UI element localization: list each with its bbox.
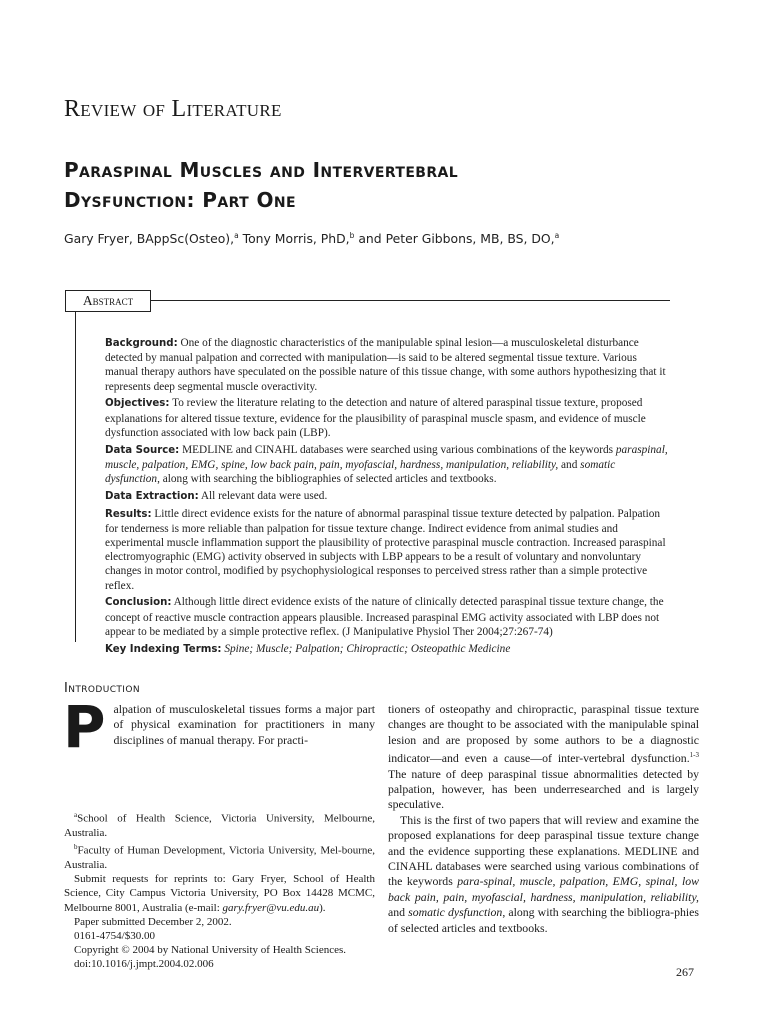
page-number: 267 [676,965,694,979]
abstract-conclusion [105,595,670,639]
footnote-copyright: Copyright © 2004 by National University of Health Sciences. [74,944,347,957]
abstract-text: MEDLINE and CINAHL databases were searched using various combinations of the keywords [182,443,614,456]
section-label: Review of Literature [64,96,282,122]
footnotes [64,808,375,972]
author-affiliation-mark: a [554,231,560,240]
introduction-heading: Introduction [64,681,140,696]
abstract-text: Although little direct evidence exists of the nature of clinically detected paraspinal tissue texture change, the concept of reactive muscle contraction appears plausible. Increased paraspinal EMG activity associated with LBP does not appear to be mediated by a simple protective reflex. (J Manipulative Physiol Ther 2004;27:267-74) [105,596,664,638]
body-text: , along with searching the bibliogra-phies of selected articles and textbooks. [388,905,699,935]
abstract-text: , along with searching the bibliographies of selected articles and textbooks. [157,473,497,486]
footnote-text: School of Health Science, Victoria University, Melbourne, Australia. [64,812,375,839]
abstract-label: Data Source: [105,444,180,456]
abstract-data-source [105,443,670,487]
body-paragraph [388,702,699,813]
author-name: Gary Fryer, BAppSc(Osteo), [64,231,235,247]
introduction-right-column [388,702,699,936]
footnote-text: Faculty of Human Development, Victoria University, Mel-bourne, Australia. [64,844,375,871]
article-title [64,155,624,215]
abstract-text: One of the diagnostic characteristics of the manipulable spinal lesion—a musculoskeletal disturbance detected by manual palpation and corrected with manipulation—is said to be altered segmental tissue texture. Various manual therapy authors have speculated on the possible nature of this tissue change, with some authors hypothesizing that it represents deep segmental muscle overactivity. [105,337,666,393]
citation-ref: 1-3 [689,751,699,760]
abstract-label: Key Indexing Terms: [105,643,222,655]
title-line-2: Dysfunction: Part One [64,188,296,212]
abstract-heading: Abstract [65,290,151,312]
author-name: and Peter Gibbons, MB, BS, DO, [354,231,555,247]
abstract-data-extraction [105,489,670,504]
abstract-background [105,336,670,394]
footnote-mark: b [74,843,78,852]
abstract-body [105,336,670,659]
abstract-key-terms [105,642,670,657]
abstract-side-rule [75,312,76,642]
abstract-label: Conclusion: [105,597,172,609]
footnote-mark: a [74,811,78,819]
keyword: somatic dysfunction [408,905,503,920]
author-affiliation-mark: a [234,231,239,240]
abstract-label: Background: [105,338,178,349]
abstract-text: All relevant data were used. [200,489,328,502]
footnote-submitted: Paper submitted December 2, 2002. [74,915,232,928]
footnote-reprints [64,872,375,915]
footnote-text: Submit requests for reprints to: Gary Fryer, School of Health Science, City Campus Victoria University, PO Box 14428 MCMC, Melbourne 8001, Australia (e-mail: [64,873,375,914]
footnote-email: gary.fryer@vu.edu.au [222,901,320,914]
abstract-text: To review the literature relating to the detection and nature of altered paraspinal tissue texture, proposed explanations for altered tissue texture, evidence for the plausibility of paraspinal muscle spasm, and evidence of muscle dysfunction associated with low back pain (LBP). [105,397,646,439]
body-text: alpation of musculoskeletal tissues forms a major part of physical examination for practitioners in many disciplines of manual therapy. For practi- [113,702,375,747]
footnote-affiliation-b [64,840,375,872]
footnote-issn: 0161-4754/$30.00 [74,929,155,942]
author-list [64,231,724,246]
abstract-text: Little direct evidence exists for the nature of abnormal paraspinal tissue texture detected by palpation. Palpation for tenderness is more reliable than palpation for tissue texture change. Indirect evidence from animal studies and experimental muscle inflammation support the plausibility of protective paraspinal muscle contraction. Increased paraspinal electromyographic (EMG) activity observed in subjects with LBP appears to be a result of voluntary and nonvoluntary changes in motor control, modified by psychophysiological responses to perceived stress rather than a simple protective reflex. [105,507,666,592]
key-indexing-terms: Spine; Muscle; Palpation; Chiropractic; Osteopathic Medicine [224,642,511,655]
abstract-rule [151,300,670,301]
body-text: tioners of osteopathy and chiropractic, paraspinal tissue texture changes are thought to be associated with the manipulable spinal lesion and are proposed by some authors to be a diagnostic indicator—and even a cause—of inter-vertebral dysfunction. [388,702,699,766]
abstract-text: and [558,458,581,471]
abstract-label: Results: [105,508,152,520]
footnote-text: ). [319,901,326,914]
abstract-keyword: somatic dysfunction [105,458,616,486]
abstract-keywords: paraspinal, muscle, palpation, EMG, spine, low back pain, pain, myofascial, hardness, manipulation, reliability, [105,443,668,471]
abstract-label: Objectives: [105,398,170,410]
body-text: The nature of deep paraspinal tissue abnormalities detected by palpation, however, has been underresearched and is largely speculative. [388,766,699,812]
footnote-affiliation-a [64,808,375,840]
abstract-objectives [105,396,670,440]
author-name: Tony Morris, PhD, [238,231,350,247]
introduction-left-column [63,693,375,761]
title-line-1: Paraspinal Muscles and Intervertebral [64,158,459,182]
author-affiliation-mark: b [349,231,355,240]
footnote-doi: doi:10.1016/j.jmpt.2004.02.006 [74,958,214,971]
drop-cap: P [63,693,106,761]
body-text: and [388,905,409,920]
keyword-list: para-spinal, muscle, palpation, EMG, spinal, low back pain, pain, myofascial, hardness, manipulation, reliability, [388,874,699,904]
body-text: This is the first of two papers that will review and examine the proposed explanations for deep paraspinal tissue texture change and the evidence supporting these explanations. MEDLINE and CINAHL databases were searched using various combinations of the keywords [388,812,699,889]
abstract-label: Data Extraction: [105,490,199,502]
body-paragraph [388,813,699,936]
abstract-results [105,507,670,593]
